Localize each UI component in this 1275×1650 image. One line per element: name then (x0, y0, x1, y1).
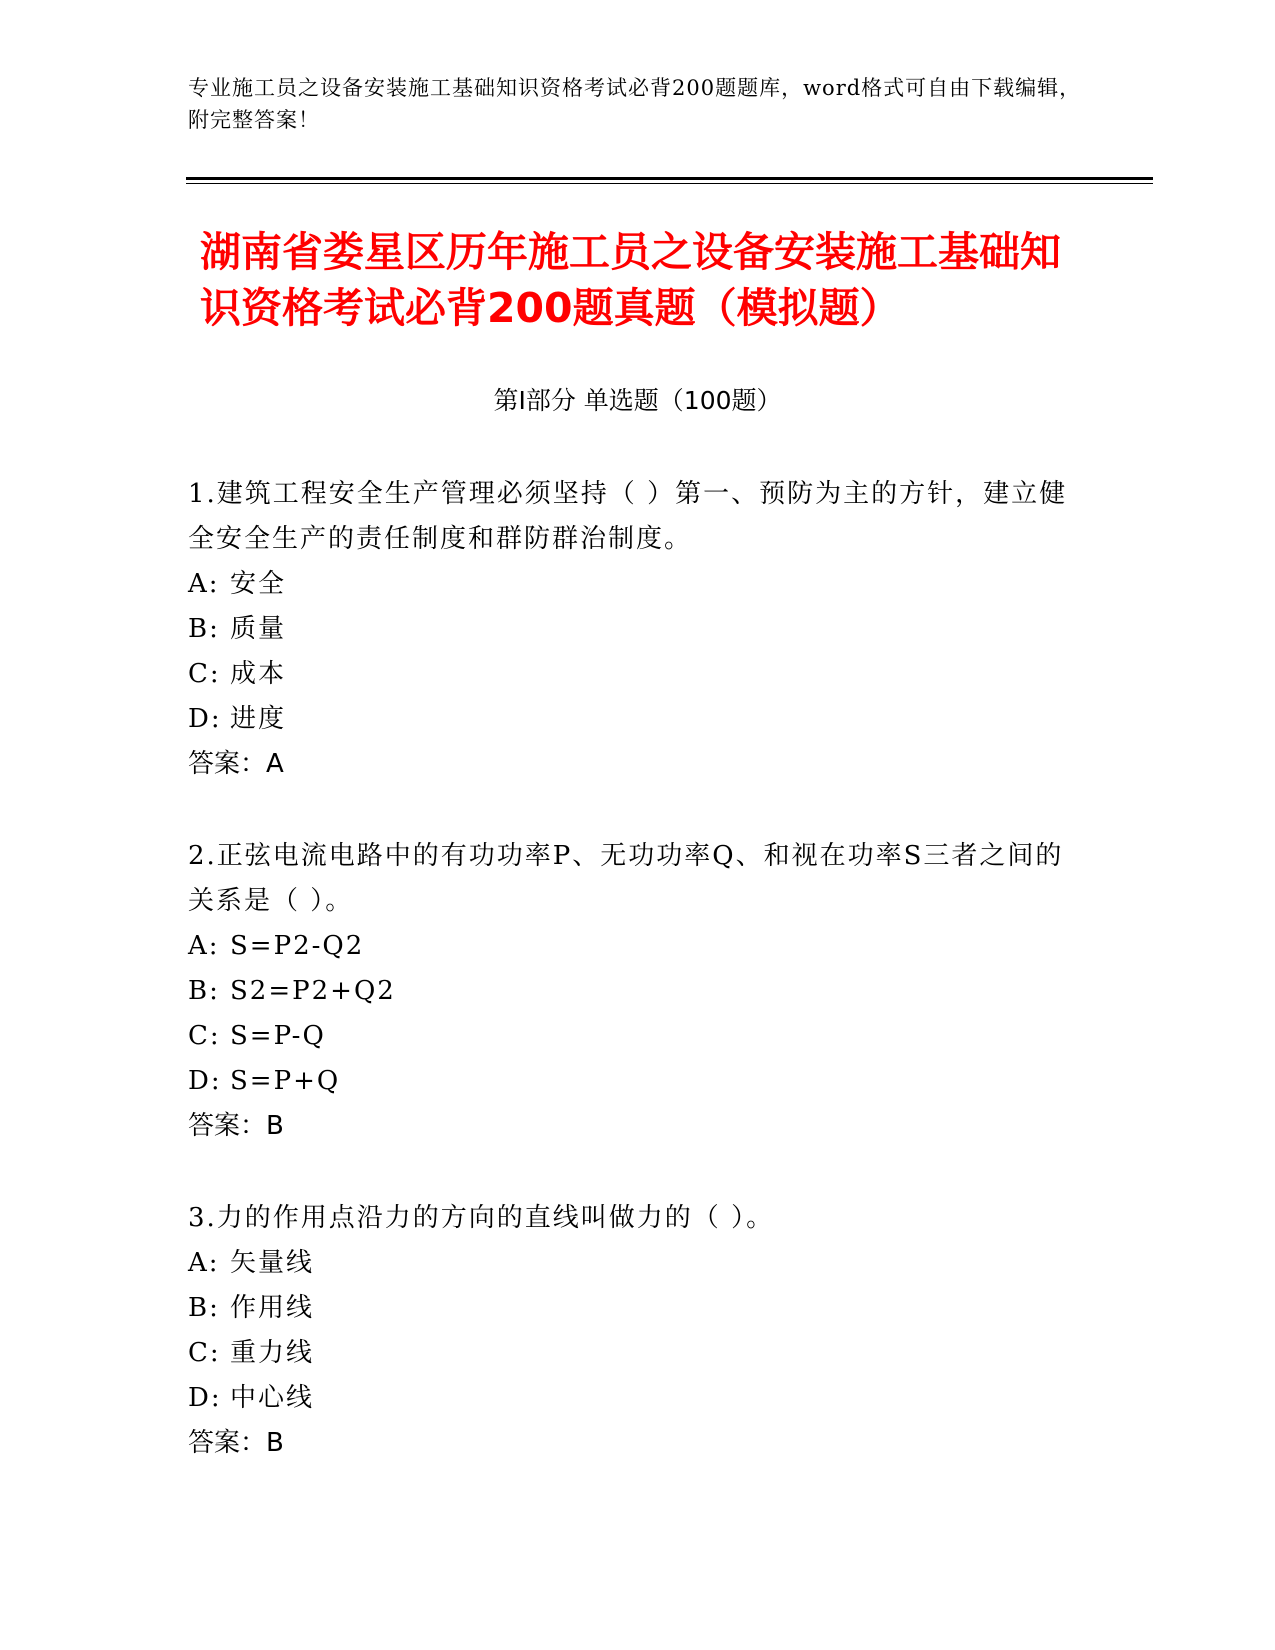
option-a (188, 562, 1078, 607)
option-letter: B: (188, 976, 220, 1006)
option-a (188, 924, 1078, 969)
section-heading: 第I部分 单选题（100题） (493, 386, 782, 415)
option-b (188, 1286, 1078, 1331)
option-letter: C: (188, 1021, 221, 1051)
option-letter: D: (188, 704, 222, 734)
option-text: 矢量线 (230, 1248, 315, 1278)
option-c (188, 652, 1078, 697)
option-d (188, 697, 1078, 742)
document-title: 湖南省娄星区历年施工员之设备安装施工基础知识资格考试必背200题真题（模拟题） (200, 228, 1061, 332)
option-c (188, 1014, 1078, 1059)
option-b (188, 969, 1078, 1014)
option-letter: D: (188, 1066, 222, 1096)
option-letter: A: (188, 931, 220, 961)
question-stem: 2.正弦电流电路中的有功功率P、无功功率Q、和视在功率S三者之间的关系是（ ）。 (188, 841, 1064, 916)
answer-line: 答案：B (188, 1428, 284, 1458)
option-text: 进度 (230, 704, 287, 734)
option-d (188, 1059, 1078, 1104)
question-1 (188, 472, 1078, 787)
option-text: S=P-Q (230, 1021, 326, 1051)
option-letter: A: (188, 569, 220, 599)
option-letter: B: (188, 1293, 220, 1323)
option-text: S=P+Q (230, 1066, 341, 1096)
option-text: 成本 (230, 659, 287, 689)
question-2 (188, 834, 1078, 1149)
header-note: 专业施工员之设备安装施工基础知识资格考试必背200题题库，word格式可自由下载编辑，附完整答案！ (188, 76, 1082, 132)
option-c (188, 1331, 1078, 1376)
header-divider-thin (186, 183, 1153, 184)
option-text: 中心线 (230, 1383, 315, 1413)
option-text: S2=P2+Q2 (230, 976, 396, 1006)
option-letter: A: (188, 1248, 220, 1278)
question-stem: 1.建筑工程安全生产管理必须坚持（ ）第一、预防为主的方针，建立健全安全生产的责任制度和群防群治制度。 (188, 479, 1068, 554)
option-text: 作用线 (230, 1293, 315, 1323)
option-text: 安全 (230, 569, 287, 599)
answer-line: 答案：A (188, 749, 284, 779)
option-text: 质量 (230, 614, 287, 644)
option-b (188, 607, 1078, 652)
header-divider-thick (186, 177, 1153, 180)
option-text: 重力线 (230, 1338, 315, 1368)
option-letter: B: (188, 614, 220, 644)
option-text: S=P2-Q2 (230, 931, 365, 961)
option-a (188, 1241, 1078, 1286)
option-letter: C: (188, 1338, 221, 1368)
answer-line: 答案：B (188, 1111, 284, 1141)
question-stem: 3.力的作用点沿力的方向的直线叫做力的（ ）。 (188, 1203, 775, 1233)
option-letter: C: (188, 659, 221, 689)
option-d (188, 1376, 1078, 1421)
option-letter: D: (188, 1383, 222, 1413)
question-3 (188, 1196, 1078, 1466)
